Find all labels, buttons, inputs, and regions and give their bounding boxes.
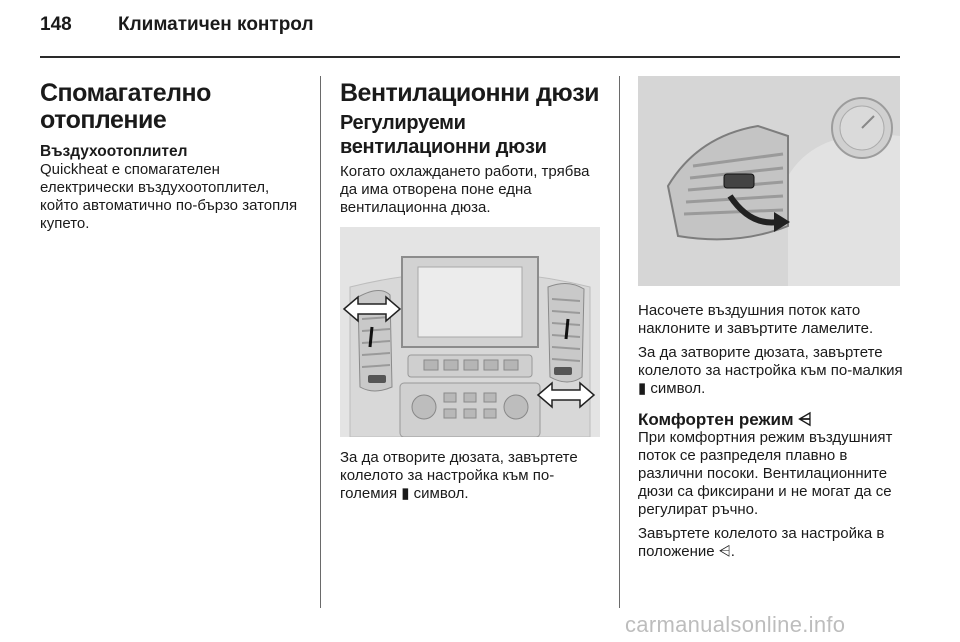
subheading-adjustable-vents: Регулируеми вентилационни дюзи (340, 112, 547, 158)
comfort-mode-instruction: Завъртете колелото за настройка в положение ⩤. (638, 525, 885, 560)
section-heading-air-vents: Вентилационни дюзи (340, 79, 599, 107)
side-vent-illustration (638, 76, 900, 286)
column-divider-2 (619, 76, 620, 608)
column-3 (638, 80, 908, 567)
subheading-air-heater: Въздухоотоплител (40, 143, 188, 160)
close-vent-text: За да затворите дюзата, завъртете колелото за настройка към по-малкия ▮ символ. (638, 344, 903, 397)
column-divider-1 (320, 76, 321, 608)
louvre-direction-text: Насочете въздушния поток като наклоните и завъртите ламелите. (638, 302, 874, 337)
comfort-mode-text: При комфортния режим въздушният поток се разпределя плавно в различни посоки. Вентилационните дюзи са фиксирани и не могат да се регулират ръчно. (638, 429, 893, 518)
watermark: carmanualsonline.info (625, 612, 846, 637)
header-rule (40, 56, 900, 58)
air-heater-text: Quickheat е спомагателен електрически въздухоотоплител, който автоматично по-бързо затопля купето. (40, 161, 298, 232)
column-2 (340, 80, 608, 509)
page-header (40, 14, 314, 36)
comfort-mode-heading: Комфортен режим ⩤ (638, 410, 812, 429)
column-1 (40, 80, 310, 239)
chapter-title: Климатичен контрол (118, 14, 314, 35)
page-number: 148 (40, 14, 72, 35)
dashboard-vents-illustration (340, 227, 600, 437)
vents-intro-text: Когато охлаждането работи, трябва да има отворена поне една вентилационна дюза. (340, 163, 590, 216)
section-heading-auxiliary-heating: Спомагателно отопление (40, 79, 211, 134)
figure-caption-open-vent: За да отворите дюзата, завъртете колелото за настройка към по-големия ▮ символ. (340, 449, 578, 502)
